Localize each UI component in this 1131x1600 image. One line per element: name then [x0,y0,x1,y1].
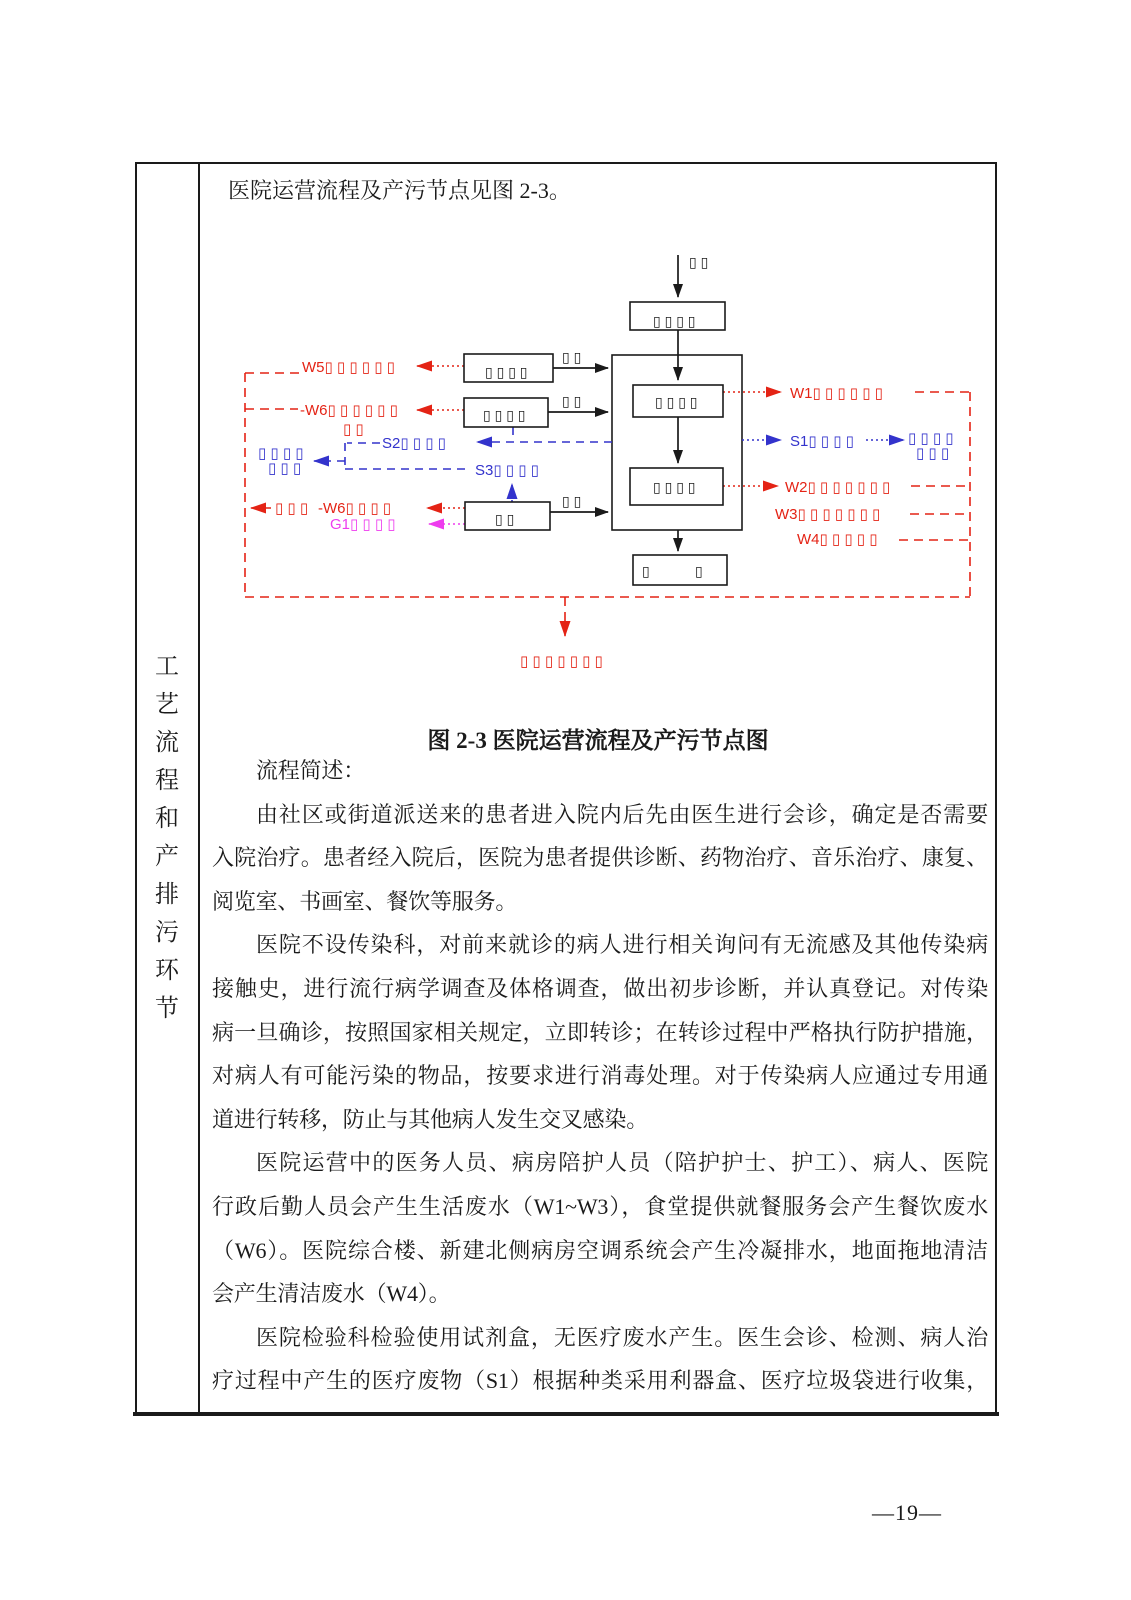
page-number: —19— [872,1500,942,1525]
side-label-char: 排 [155,882,179,908]
label-s2-waste: S2▯ ▯ ▯ ▯ [382,435,446,452]
label-conn-w6: ▯ ▯ [562,393,582,409]
body-line: 道进行转移，防止与其他病人发生交叉感染。 [212,1106,649,1132]
label-g1-gas: G1▯ ▯ ▯ ▯ [330,516,396,533]
body-line: 由社区或街道派送来的患者进入院内后先由医生进行会诊，确定是否需要 [256,801,988,827]
body-line: 会产生清洁废水（W4）。 [212,1281,451,1307]
body-line: 阅览室、书画室、餐饮等服务。 [212,888,518,914]
label-s1-store-line1: ▯ ▯ ▯ ▯ [908,430,954,447]
flow-node-top-text: ▯ ▯ ▯ ▯ [653,313,696,329]
body-line: 对病人有可能污染的物品，按要求进行消毒处理。对于传染病人应通过专用通 [212,1063,988,1089]
body-line: 医院不设传染科，对前来就诊的病人进行相关询问有无流感及其他传染病 [256,932,988,958]
flow-diagram [199,240,999,685]
label-w3-wastewater: W3▯ ▯ ▯ ▯ ▯ ▯ ▯ [775,506,881,523]
side-label-char: 节 [155,996,179,1022]
side-label [136,646,198,1023]
body-line: 病一旦确诊，按照国家相关规定，立即转诊；在转诊过程中严格执行防护措施， [212,1019,988,1045]
body-line: 行政后勤人员会产生生活废水（W1~W3），食堂提供就餐服务会产生餐饮废水 [212,1194,988,1219]
body-line: （W6）。医院综合楼、新建北侧病房空调系统会产生冷凝排水，地面拖地清洁 [212,1237,988,1263]
label-s1-store-line2: ▯ ▯ ▯ [916,445,950,462]
label-w6-line2: ▯ ▯ [343,421,364,438]
label-w4-wastewater: W4▯ ▯ ▯ ▯ ▯ [797,531,878,548]
flow-node-lab-text: ▯ ▯ [495,511,515,527]
flow-node-laundry-text: ▯ ▯ ▯ ▯ [483,407,526,423]
label-s3-waste: S3▯ ▯ ▯ ▯ [475,462,539,479]
label-w2-wastewater: W2▯ ▯ ▯ ▯ ▯ ▯ ▯ [785,479,891,496]
side-label-char: 环 [155,958,179,984]
body-line: 医院运营中的医务人员、病房陪护人员（陪护护士、护工）、病人、医院 [256,1150,988,1176]
label-s1-medical-waste: S1▯ ▯ ▯ ▯ [790,433,854,450]
label-conn-low: ▯ ▯ [562,493,582,509]
side-label-char: 工 [155,654,179,680]
body-line: 入院治疗。患者经入院后，医院为患者提供诊断、药物治疗、音乐治疗、康复、 [212,845,988,871]
label-w1-wastewater: W1▯ ▯ ▯ ▯ ▯ ▯ [790,385,883,402]
flow-node-inner2-text: ▯ ▯ ▯ ▯ [653,479,696,495]
body-line: 医院检验科检验使用试剂盒，无医疗废水产生。医生会诊、检测、病人治 [256,1324,988,1350]
label-w5-wastewater: W5▯ ▯ ▯ ▯ ▯ ▯ [302,359,395,376]
table-border-top [135,162,997,164]
side-label-char: 污 [155,920,179,946]
label-sewage-facility: ▯ ▯ ▯ ▯ ▯ ▯ ▯ [520,653,603,670]
label-conn-w5: ▯ ▯ [562,349,582,365]
body-line: 流程简述： [256,758,366,783]
side-label-char: 程 [155,768,179,794]
side-label-char: 流 [155,730,179,756]
side-label-char: 艺 [155,692,179,718]
flow-node-exit-text2: ▯ [695,563,703,579]
flow-node-canteen-text: ▯ ▯ ▯ ▯ [485,364,528,380]
label-top-in: ▯ ▯ [689,254,709,270]
figure-caption: 图 2-3 医院运营流程及产污节点图 [427,728,769,753]
label-low-w6: -W6▯ ▯ ▯ ▯ [318,500,392,517]
flow-node-inner1-text: ▯ ▯ ▯ ▯ [655,394,698,410]
label-w6-wastewater: -W6▯ ▯ ▯ ▯ ▯ ▯ [300,402,398,419]
side-label-char: 产 [155,844,179,870]
label-low-red-pre: ▯ ▯ ▯ [275,500,309,517]
side-label-char: 和 [155,806,179,832]
table-border-bottom [133,1412,999,1416]
body-line: 接触史，进行流行病学调查及体格调查，做出初步诊断，并认真登记。对传染 [212,976,988,1001]
body-line: 疗过程中产生的医疗废物（S1）根据种类采用利器盒、医疗垃圾袋进行收集， [212,1368,988,1394]
intro-line: 医院运营流程及产污节点见图 2-3。 [228,178,571,203]
label-waste-facility-line2: ▯ ▯ ▯ [268,460,302,477]
flow-node-exit-text1: ▯ [642,563,650,579]
label-waste-facility-line1: ▯ ▯ ▯ ▯ [258,445,304,462]
